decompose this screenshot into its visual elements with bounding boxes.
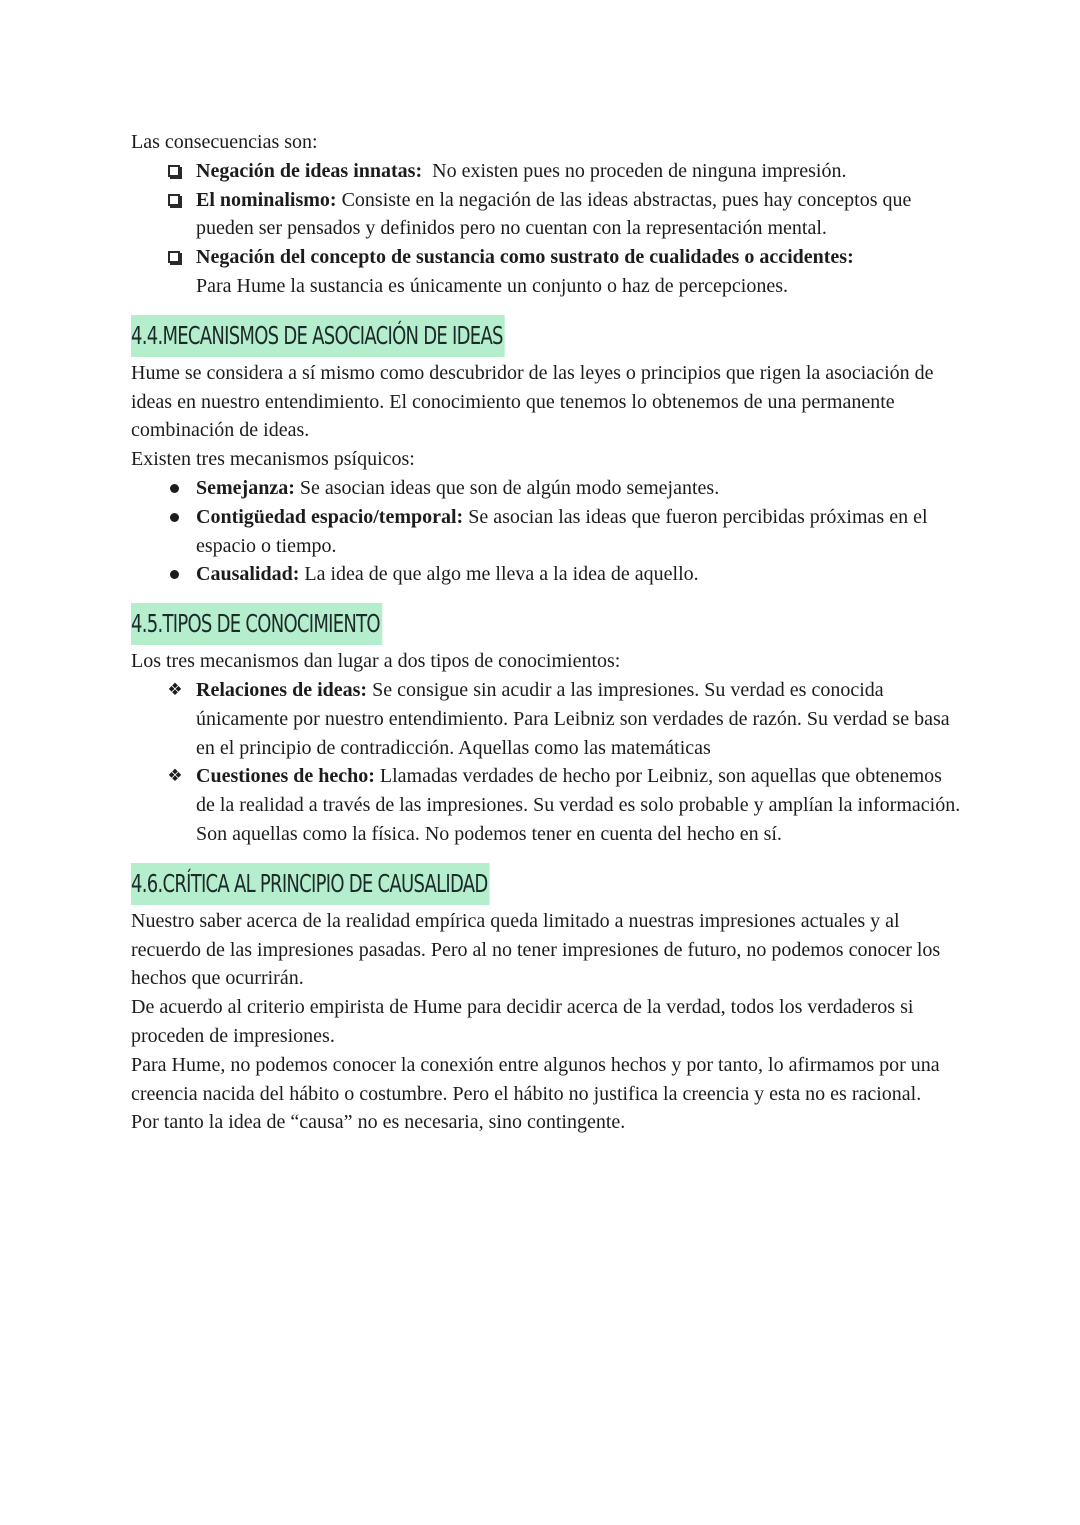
item-term: Causalidad: — [196, 563, 300, 586]
paragraph: Existen tres mecanismos psíquicos: — [131, 448, 415, 471]
paragraph: Nuestro saber acerca de la realidad empírica queda limitado a nuestras impresiones actuales y al recuerdo de las impresiones pasadas. Pero al no tener impresiones de futuro, no podemos conocer los hechos que ocurrirán. — [131, 909, 941, 990]
list-item — [167, 762, 961, 848]
item-term: El nominalismo: — [196, 188, 337, 211]
item-term: Negación del concepto de sustancia como sustrato de cualidades o accidentes: — [196, 246, 854, 269]
item-term: Semejanza: — [196, 476, 295, 499]
list-item — [196, 186, 961, 244]
diamond-bullet-icon: ❖ — [167, 679, 183, 700]
list-item — [196, 157, 961, 186]
list-item — [167, 676, 961, 762]
item-term: Relaciones de ideas: — [196, 678, 368, 701]
paragraph: Hume se considera a sí mismo como descubridor de las leyes o principios que rigen la asociación de ideas en nuestro entendimiento. El conocimiento que tenemos lo obtenemos de una permanente combinación de ideas. — [131, 361, 934, 442]
list-item — [196, 503, 961, 561]
section-heading-4-5: 4.5.TIPOS DE CONOCIMIENTO — [131, 603, 382, 645]
item-term: Cuestiones de hecho: — [196, 765, 375, 788]
item-term: Contigüedad espacio/temporal: — [196, 505, 464, 528]
item-text: Llamadas verdades de hecho por Leibniz, son aquellas que obtenemos de la realidad a través de las impresiones. Su verdad es solo probable y amplían la información. Son aquellas como la física. No podemos tener en cuenta del hecho en sí. — [196, 765, 961, 845]
item-text: Se asocian ideas que son de algún modo semejantes. — [299, 476, 720, 499]
item-text: No existen pues no proceden de ninguna impresión. — [432, 159, 847, 182]
intro-text: Las consecuencias son: — [131, 131, 318, 153]
section-heading-4-4: 4.4.MECANISMOS DE ASOCIACIÓN DE IDEAS — [131, 315, 505, 357]
item-term: Negación de ideas innatas: — [196, 159, 423, 182]
item-text: La idea de que algo me lleva a la idea de aquello. — [304, 563, 699, 586]
item-text: Se consigue sin acudir a las impresiones. Su verdad es conocida únicamente por nuestro entendimiento. Para Leibniz son verdades de razón. Su verdad se basa en el principio de contradicción. Aquellas como las matemáticas — [196, 678, 950, 759]
list-item — [196, 560, 961, 589]
knowledge-types-list — [131, 676, 961, 849]
mechanisms-list — [131, 474, 961, 589]
section-heading-4-6: 4.6.CRÍTICA AL PRINCIPIO DE CAUSALIDAD — [131, 863, 490, 905]
item-text: Se asocian las ideas que fueron percibidas próximas en el espacio o tiempo. — [196, 505, 928, 557]
paragraph: De acuerdo al criterio empirista de Hume para decidir acerca de la verdad, todos los verdaderos si proceden de impresiones. — [131, 996, 914, 1047]
paragraph: Para Hume, no podemos conocer la conexión entre algunos hechos y por tanto, lo afirmamos por una creencia nacida del hábito o costumbre. Pero el hábito no justifica la creencia y esta no es racional. — [131, 1053, 940, 1105]
list-item — [196, 243, 961, 301]
document-page — [131, 128, 961, 1137]
item-text: Para Hume la sustancia es únicamente un conjunto o haz de percepciones. — [196, 274, 789, 297]
paragraph: Por tanto la idea de “causa” no es necesaria, sino contingente. — [131, 1111, 626, 1134]
item-text: Consiste en la negación de las ideas abstractas, pues hay conceptos que pueden ser pensados y definidos pero no cuentan con la representación mental. — [196, 188, 912, 240]
consequences-list — [131, 157, 961, 301]
paragraph: Los tres mecanismos dan lugar a dos tipos de conocimientos: — [131, 650, 621, 673]
diamond-bullet-icon: ❖ — [167, 766, 183, 787]
list-item — [196, 474, 961, 503]
